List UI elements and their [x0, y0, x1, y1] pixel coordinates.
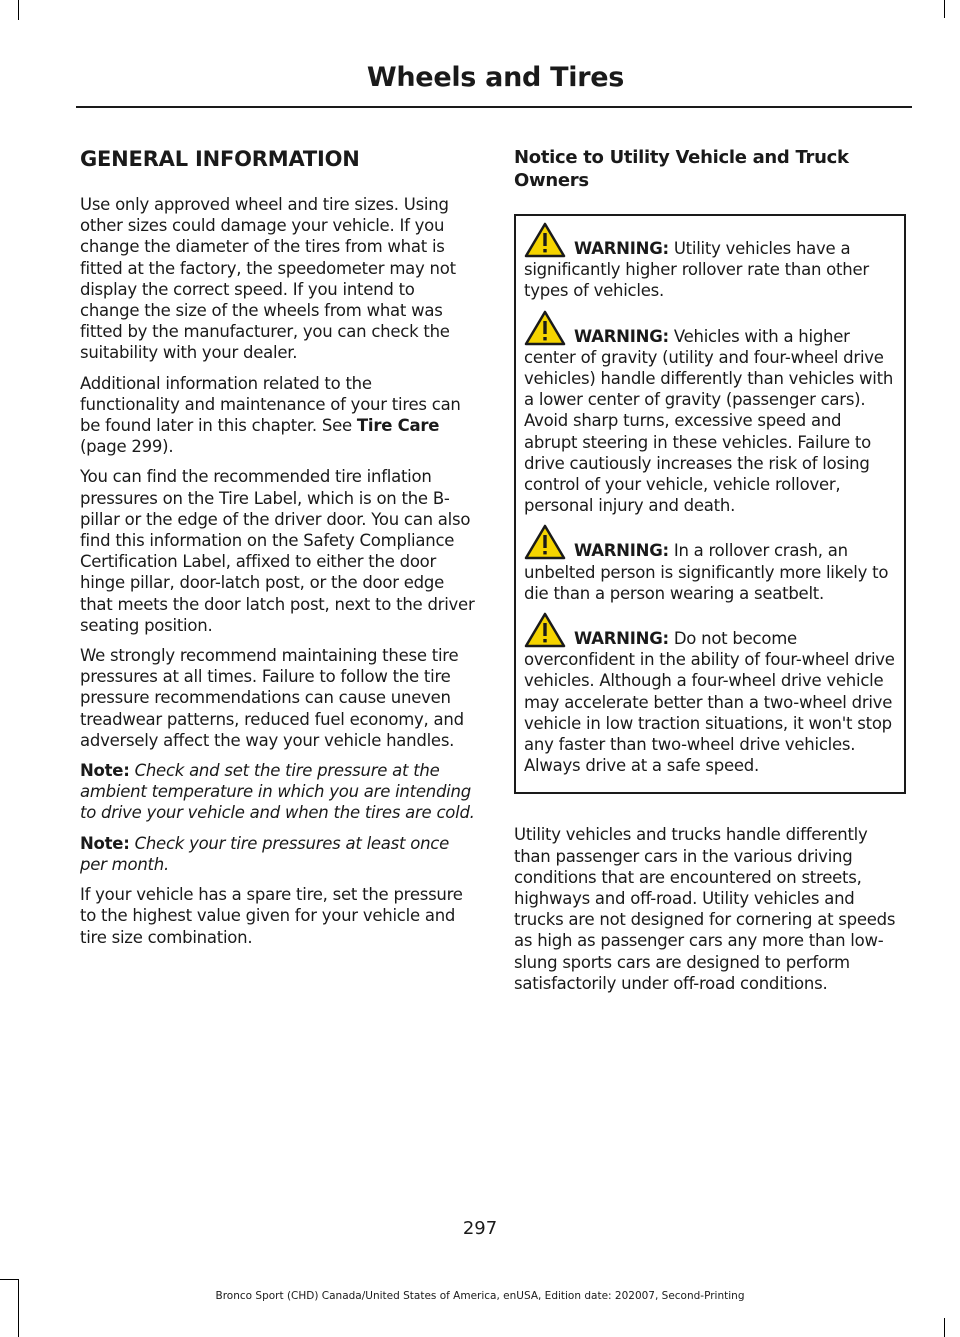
warning-item	[524, 236, 898, 302]
crop-mark-bottom-right	[944, 1318, 945, 1337]
warning-label: WARNING:	[574, 541, 669, 561]
warning-text: Do not become overconfident in the ability of four-wheel drive vehicles. Although a four-wheel drive vehicle may accelerate better than a two-wheel drive vehicle in low traction situations, it won't stop any faster than two-wheel drive vehicles. Always drive at a safe speed.	[524, 629, 895, 776]
note-text: Check and set the tire pressure at the ambient temperature in which you are intending to drive your vehicle and when the tires are cold.	[80, 761, 475, 823]
note-label: Note:	[80, 761, 130, 781]
right-column	[514, 146, 906, 1003]
crop-mark-top-right	[944, 0, 945, 18]
crop-mark-top-left	[18, 0, 19, 20]
warning-label: WARNING:	[574, 239, 669, 258]
section-heading-general-information: GENERAL INFORMATION	[80, 147, 360, 171]
section-heading-utility-vehicle-notice: Notice to Utility Vehicle and Truck Owners	[514, 147, 849, 191]
page-reference: (page 299).	[80, 437, 174, 457]
left-column	[80, 146, 476, 957]
paragraph-utility-handling: Utility vehicles and trucks handle differently than passenger cars in the various driving conditions that are encountered on streets, highways and off-road. Utility vehicles and trucks are not designed for cornering at speeds as high as passenger cars any more than low-slung sports cars are designed to perform satisfactorily under off-road conditions.	[514, 825, 896, 993]
note-text: Check your tire pressures at least once per month.	[80, 833, 449, 874]
warning-triangle-icon	[524, 324, 574, 344]
warning-triangle-icon	[524, 626, 574, 646]
page-number: 297	[462, 1218, 498, 1239]
header-divider	[76, 106, 912, 108]
paragraph-inflation-pressures: You can find the recommended tire inflation pressures on the Tire Label, which is on the B-pillar or the edge of the driver door. You can also find this information on the Safety Compliance Certification Label, affixed to either the door hinge pillar, door-latch post, or the door edge that meets the door latch post, next to the driver seating position.	[80, 467, 475, 635]
paragraph-additional-info-text: Additional information related to the functionality and maintenance of your tires can be found later in this chapter. See	[80, 373, 461, 436]
crop-mark-bottom-left	[18, 1280, 19, 1337]
note-ambient-temperature	[80, 760, 476, 824]
paragraph-maintain-pressures: We strongly recommend maintaining these tire pressures at all times. Failure to follow the tire pressure recommendations can cause uneven treadwear patterns, reduced fuel economy, and adversely affect the way your vehicle handles.	[80, 646, 464, 750]
tire-care-link[interactable]: Tire Care	[356, 416, 440, 436]
note-monthly-check	[80, 833, 476, 875]
warning-item	[524, 324, 898, 517]
warning-item	[524, 626, 898, 776]
warning-label: WARNING:	[574, 326, 669, 346]
crop-mark-bottom-left-h	[0, 1279, 19, 1280]
note-label: Note:	[80, 833, 130, 853]
paragraph-approved-sizes: Use only approved wheel and tire sizes. Using other sizes could damage your vehicle. If you change the diameter of the tires from what is fitted at the factory, the speedometer may not display the correct speed. If you intend to change the size of the wheels from what was fitted by the manufacturer, you can check the suitability with your dealer.	[80, 195, 456, 363]
warning-text: Utility vehicles have a significantly higher rollover rate than other types of vehicles.	[524, 239, 869, 301]
paragraph-additional-info	[80, 373, 476, 458]
warning-item	[524, 538, 898, 604]
warning-text: Vehicles with a higher center of gravity (utility and four-wheel drive vehicles) handle differently than vehicles with a lower center of gravity (passenger cars). Avoid sharp turns, excessive speed and abrupt steering in these vehicles. Failure to drive cautiously increases the risk of losing control of your vehicle, vehicle rollover, personal injury and death.	[524, 326, 894, 516]
warning-label: WARNING:	[574, 629, 669, 649]
page-title: Wheels and Tires	[366, 62, 624, 93]
footer-edition-info: Bronco Sport (CHD) Canada/United States of America, enUSA, Edition date: 202007, Second-Printing	[215, 1290, 745, 1302]
paragraph-spare-tire: If your vehicle has a spare tire, set the pressure to the highest value given for your vehicle and tire size combination.	[80, 885, 463, 947]
warning-triangle-icon	[524, 236, 574, 256]
warning-text: In a rollover crash, an unbelted person is significantly more likely to die than a person wearing a seatbelt.	[524, 541, 889, 603]
warning-triangle-icon	[524, 538, 574, 558]
warning-box	[514, 214, 906, 794]
